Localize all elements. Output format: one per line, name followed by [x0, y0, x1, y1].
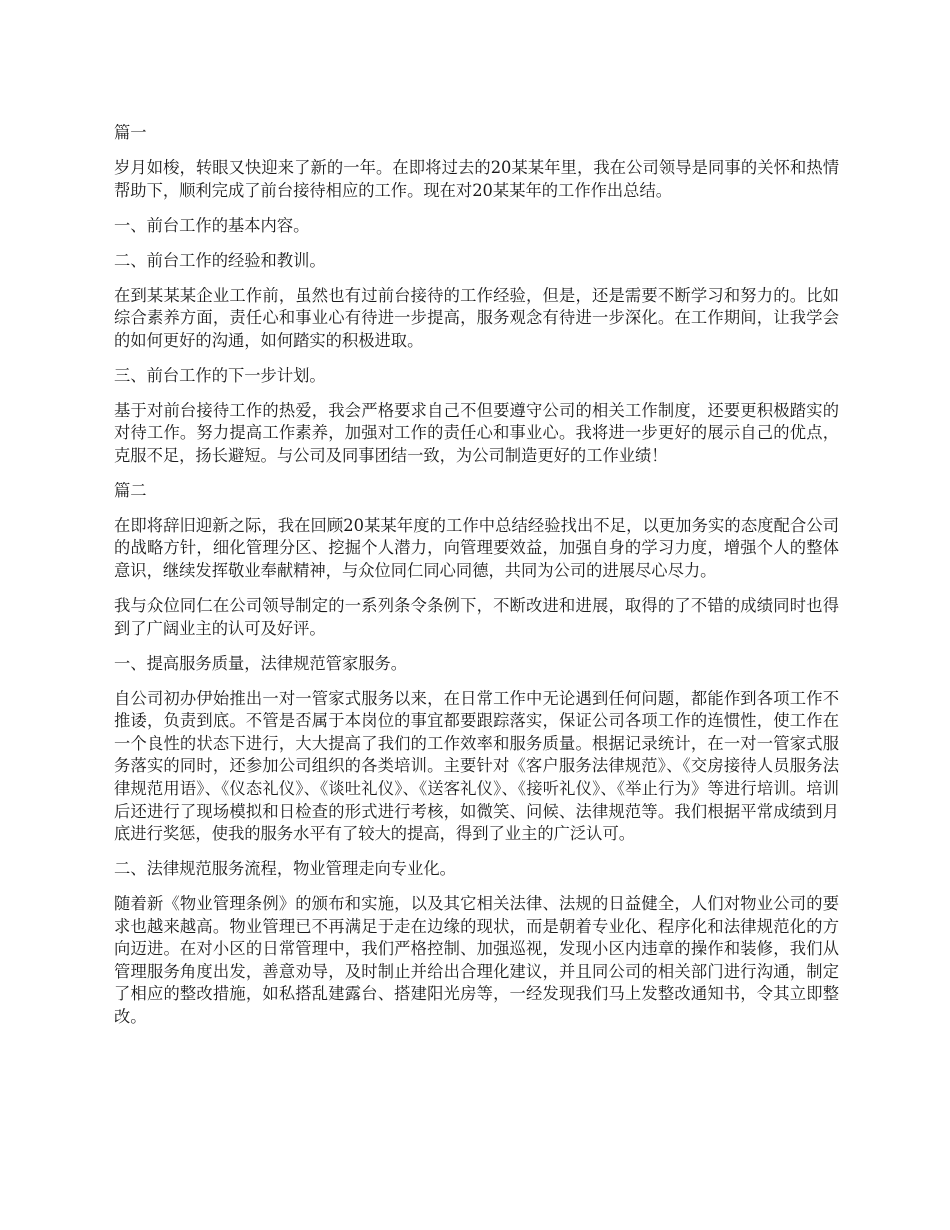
section-heading-2: 篇二 [114, 480, 147, 500]
section-heading-1: 篇一 [114, 123, 147, 142]
paragraph: 岁月如梭，转眼又快迎来了新的一年。在即将过去的20某某年里，我在公司领导是同事的关怀和热情帮助下，顺利完成了前台接待相应的工作。现在对20某某年的工作作出总结。 [114, 157, 839, 200]
paragraph: 随着新《物业管理条例》的颁布和实施，以及其它相关法律、法规的日益健全，人们对物业公司的要求也越来越高。物业管理已不再满足于走在边缘的现状，而是朝着专业化、程序化和法律规范化的方向迈进。在对小区的日常管理中，我们严格控制、加强巡视，发现小区内违章的操作和装修，我们从管理服务角度出发，善意劝导，及时制止并给出合理化建议，并且同公司的相关部门进行沟通，制定了相应的整改措施，如私搭乱建露台、搭建阳光房等，一经发现我们马上发整改通知书，令其立即整改。 [114, 894, 839, 1027]
paragraph: 在到某某某企业工作前，虽然也有过前台接待的工作经验，但是，还是需要不断学习和努力的。比如综合素养方面，责任心和事业心有待进一步提高，服务观念有待进一步深化。在工作期间，让我学会的如何更好的沟通，如何踏实的积极进取。 [114, 285, 839, 350]
list-heading: 二、前台工作的经验和教训。 [114, 250, 326, 270]
document-body [114, 122, 839, 1041]
paragraph: 自公司初办伊始推出一对一管家式服务以来，在日常工作中无论遇到任何问题，都能作到各项工作不推诿，负责到底。不管是否属于本岗位的事宜都要跟踪落实，保证公司各项工作的连惯性，使工作在一个良性的状态下进行，大大提高了我们的工作效率和服务质量。根据记录统计，在一对一管家式服务落实的同时，还参加公司组织的各类培训。主要针对《客户服务法律规范》、《交房接待人员服务法律规范用语》、《仪态礼仪》、《谈吐礼仪》、《送客礼仪》、《接听礼仪》、《举止行为》等进行培训。培训后还进行了现场模拟和日检查的形式进行考核，如微笑、问候、法律规范等。我们根据平常成绩到月底进行奖惩，使我的服务水平有了较大的提高，得到了业主的广泛认可。 [114, 688, 839, 844]
list-heading: 一、提高服务质量，法律规范管家服务。 [114, 653, 408, 673]
list-heading: 一、前台工作的基本内容。 [114, 215, 310, 235]
list-heading: 三、前台工作的下一步计划。 [114, 365, 326, 385]
paragraph: 基于对前台接待工作的热爱，我会严格要求自己不但要遵守公司的相关工作制度，还要更积极踏实的对待工作。努力提高工作素养，加强对工作的责任心和事业心。我将进一步更好的展示自己的优点，克服不足，扬长避短。与公司及同事团结一致，为公司制造更好的工作业绩！ [114, 400, 839, 465]
paragraph: 我与众位同仁在公司领导制定的一系列条令条例下，不断改进和进展，取得的了不错的成绩同时也得到了广阔业主的认可及好评。 [114, 596, 839, 638]
list-heading: 二、法律规范服务流程，物业管理走向专业化。 [114, 859, 456, 879]
paragraph: 在即将辞旧迎新之际，我在回顾20某某年度的工作中总结经验找出不足，以更加务实的态度配合公司的战略方针，细化管理分区、挖掘个人潜力，向管理要效益，加强自身的学习力度，增强个人的整体意识，继续发挥敬业奉献精神，与众位同仁同心同德，共同为公司的进展尽心尽力。 [114, 515, 839, 581]
